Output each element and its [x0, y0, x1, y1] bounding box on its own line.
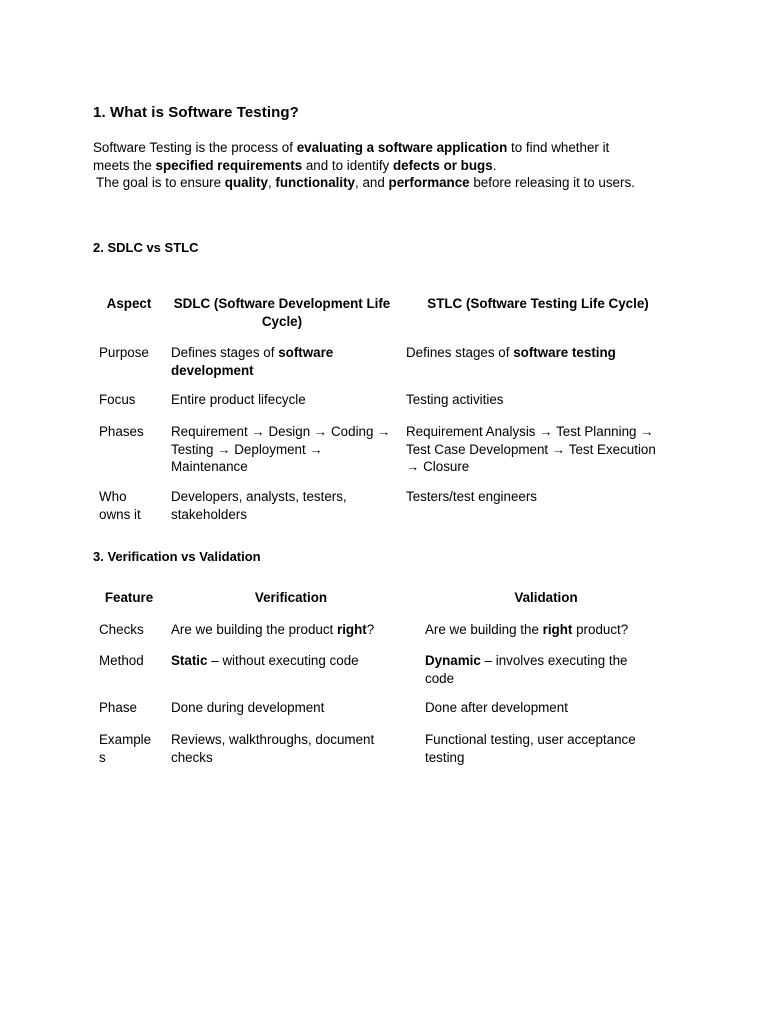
- cell-text: Are we building the: [425, 622, 543, 637]
- row-aspect: Who owns it: [99, 489, 141, 522]
- row-verification: Reviews, walkthroughs, document checks: [171, 732, 375, 765]
- row-aspect: Purpose: [99, 345, 149, 360]
- header-feature: Feature: [104, 590, 154, 605]
- row-feature: Method: [99, 653, 144, 668]
- cell-text: Defines stages of: [406, 345, 514, 360]
- intro-text: The goal is to ensure: [96, 175, 225, 190]
- intro-text: meets the: [93, 157, 156, 173]
- intro-bold-text: defects or bugs: [392, 157, 493, 173]
- row-feature: Examples: [99, 732, 152, 765]
- header-validation: Validation: [514, 590, 578, 605]
- intro-text: , and: [355, 175, 389, 190]
- intro-bold-text: performance: [388, 175, 470, 190]
- intro-bold-text: functionality: [275, 175, 355, 190]
- intro-bold-text: specified requirements: [155, 157, 303, 173]
- cell-text: product?: [572, 622, 629, 637]
- verification-validation-table: [93, 589, 673, 774]
- row-sdlc: Developers, analysts, testers, stakeholders: [171, 489, 347, 522]
- cell-bold-text: right: [337, 622, 367, 637]
- row-feature: Checks: [99, 622, 144, 637]
- intro-line-3: [93, 174, 703, 192]
- table-row: [93, 391, 673, 409]
- table-header-row: [93, 295, 673, 335]
- table-row: [93, 344, 673, 380]
- intro-text: and to identify: [302, 157, 393, 173]
- sdlc-stlc-table: [93, 295, 673, 535]
- intro-bold-text: evaluating a software application: [296, 140, 508, 155]
- intro-text: .: [492, 157, 497, 173]
- cell-text: ?: [366, 622, 375, 637]
- row-feature: Phase: [99, 700, 137, 715]
- section-1-heading: 1. What is Software Testing?: [93, 104, 299, 121]
- row-stlc: Requirement Analysis → Test Planning → Test Case Development → Test Execution → Closure: [406, 424, 656, 474]
- cell-bold-text: software development: [171, 345, 334, 378]
- intro-text: Software Testing is the process of: [93, 140, 297, 155]
- cell-text: Are we building the product: [171, 622, 337, 637]
- cell-text: Defines stages of: [171, 345, 279, 360]
- row-stlc: [406, 344, 671, 362]
- table-row: [93, 699, 673, 717]
- row-validation: [425, 621, 665, 639]
- row-verification: [171, 652, 411, 670]
- intro-line-2: [93, 157, 703, 175]
- intro-bold-text: quality: [224, 175, 268, 190]
- header-aspect: Aspect: [106, 296, 152, 311]
- row-aspect: Phases: [99, 424, 144, 439]
- table-row: [93, 731, 673, 767]
- cell-bold-text: Static: [171, 653, 208, 668]
- section-2-heading: 2. SDLC vs STLC: [93, 240, 199, 255]
- row-aspect: Focus: [99, 392, 136, 407]
- section-1-body: [93, 139, 703, 192]
- row-sdlc: Requirement → Design → Coding → Testing → Deployment → Maintenance: [171, 424, 391, 474]
- row-sdlc: [171, 344, 393, 379]
- cell-bold-text: right: [542, 622, 573, 637]
- intro-text: ,: [267, 175, 276, 190]
- cell-bold-text: software testing: [513, 345, 616, 360]
- row-stlc: Testers/test engineers: [406, 489, 537, 504]
- intro-line-1: [93, 139, 703, 157]
- cell-bold-text: Dynamic: [425, 653, 481, 668]
- intro-text: to find whether it: [507, 140, 610, 155]
- cell-text: – without executing code: [207, 653, 359, 668]
- table-header-row: [93, 589, 673, 607]
- row-verification: Done during development: [171, 700, 325, 715]
- intro-text: before releasing it to users.: [469, 175, 635, 190]
- row-verification: [171, 621, 411, 639]
- row-stlc: Testing activities: [406, 392, 504, 407]
- header-stlc: STLC (Software Testing Life Cycle): [427, 296, 649, 311]
- row-validation: [425, 652, 660, 687]
- row-validation: Done after development: [425, 700, 568, 715]
- table-row: [93, 621, 673, 639]
- section-3-heading: 3. Verification vs Validation: [93, 549, 261, 564]
- table-row: [93, 652, 673, 688]
- row-validation: Functional testing, user acceptance testing: [425, 732, 636, 765]
- table-row: [93, 488, 673, 524]
- header-sdlc: SDLC (Software Development Life Cycle): [173, 296, 391, 329]
- cell-text: – involves executing the code: [425, 653, 628, 686]
- table-row: [93, 423, 673, 477]
- header-verification: Verification: [254, 590, 328, 605]
- row-sdlc: Entire product lifecycle: [171, 392, 306, 407]
